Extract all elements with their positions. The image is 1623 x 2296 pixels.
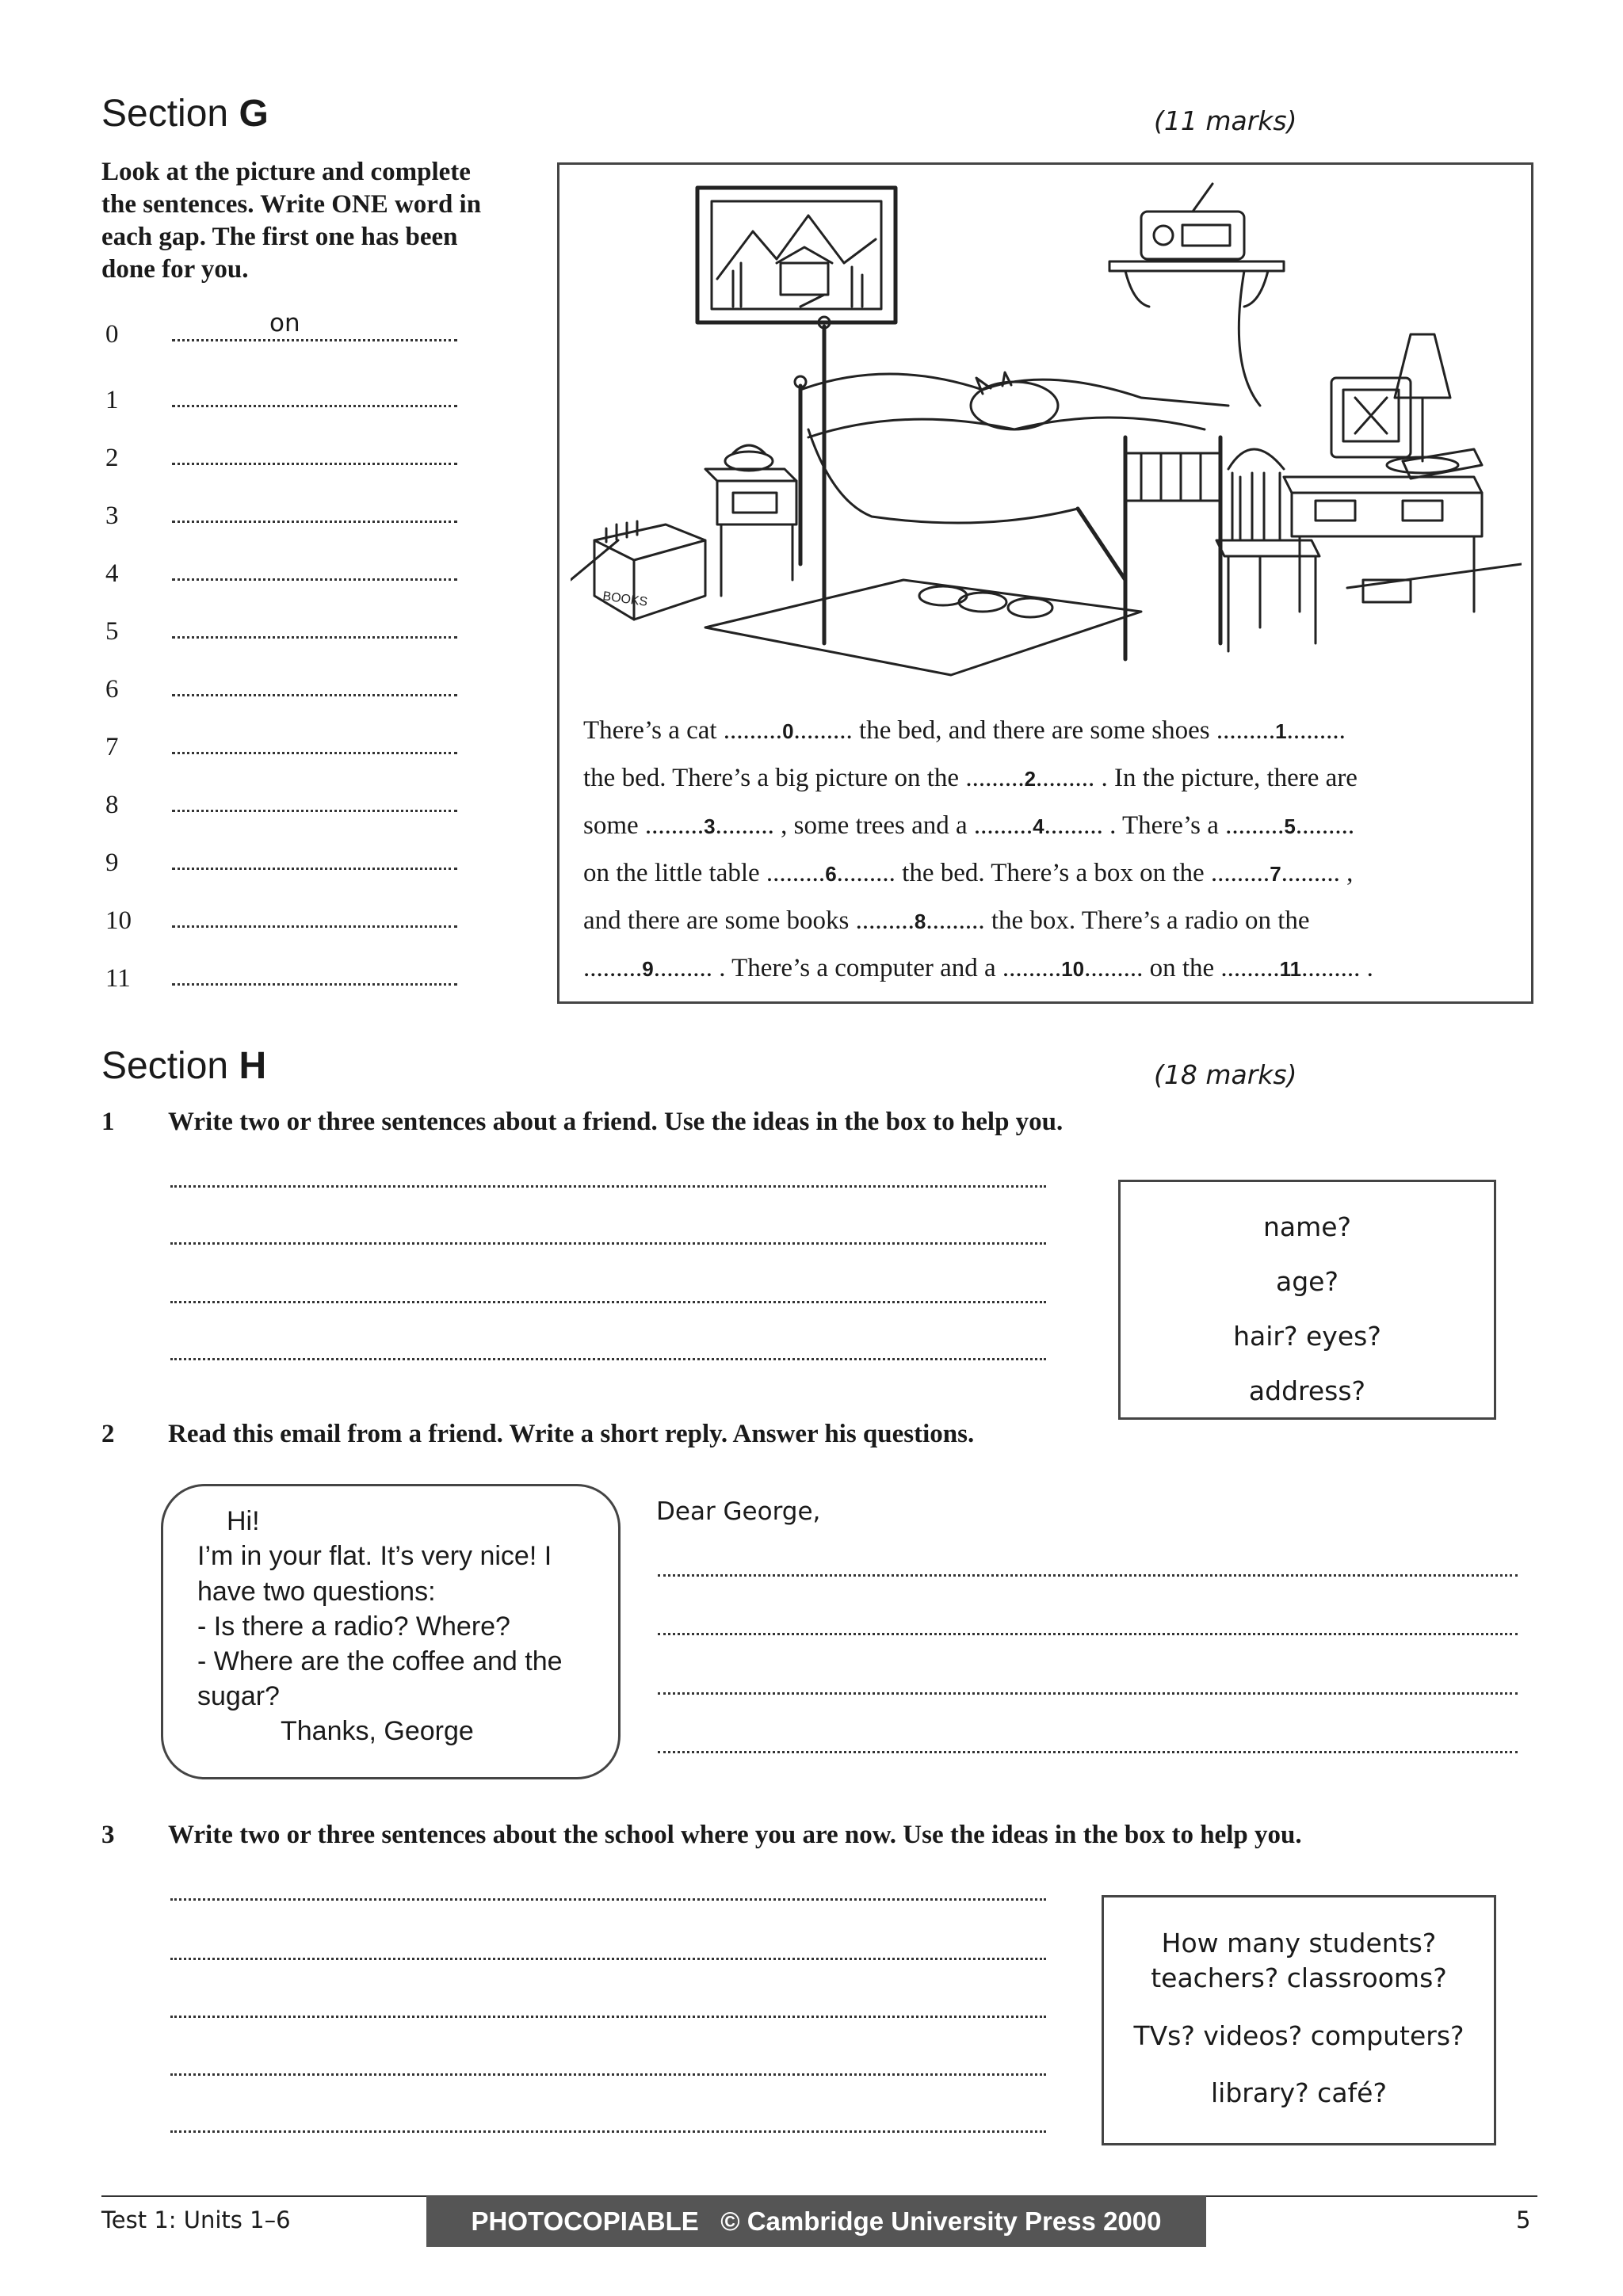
email-speech-bubble: Hi! I’m in your flat. It’s very nice! I have two questions: - Is there a radio? Where? - Where are the coffee and the sugar? Thanks, George <box>161 1484 621 1779</box>
gap-number-5[interactable]: 5 <box>1284 814 1296 838</box>
gap-number-0[interactable]: 0 <box>782 719 794 743</box>
page-number: 5 <box>1516 2206 1531 2233</box>
gap-text-line <box>583 803 1526 850</box>
gap-text-segment: some ......... <box>583 811 705 840</box>
section-h-title: Section H <box>101 1045 267 1087</box>
answer-field-1[interactable] <box>172 397 457 407</box>
gap-number-3[interactable]: 3 <box>704 814 716 838</box>
gap-text-line <box>583 945 1526 993</box>
gap-text-line <box>583 898 1526 945</box>
q2-line-1[interactable] <box>658 1573 1518 1577</box>
q2-number: 2 <box>101 1420 115 1448</box>
footer-copyright-bar: PHOTOCOPIABLE © Cambridge University Press 2000 <box>426 2196 1206 2247</box>
section-g-title: Section G <box>101 93 269 135</box>
gap-number-11[interactable]: 11 <box>1279 957 1302 981</box>
gap-number-6[interactable]: 6 <box>825 862 837 886</box>
q2-text: Read this email from a friend. Write a short reply. Answer his questions. <box>168 1420 975 1448</box>
rug <box>705 580 1141 675</box>
q3-text: Write two or three sentences about the school where you are now. Use the ideas in the box to help you. <box>168 1821 1302 1849</box>
books-box <box>594 521 705 620</box>
answer-field-6[interactable] <box>172 686 457 696</box>
answer-field-4[interactable] <box>172 570 457 581</box>
framed-picture <box>697 188 896 322</box>
q3-ideas-box: How many students? teachers? classrooms? TVs? videos? computers? library? café? <box>1102 1895 1496 2145</box>
section-g-letter: G <box>239 93 269 135</box>
section-g-instructions: Look at the picture and complete the sentences. Write ONE word in each gap. The first one has been done for you. <box>101 158 482 284</box>
answer-field-2[interactable] <box>172 455 457 465</box>
q1-line-1[interactable] <box>170 1184 1046 1188</box>
answer-field-9[interactable] <box>172 860 457 870</box>
gap-text-segment: ......... the box. There’s a radio on the <box>926 906 1310 935</box>
bedside-table <box>705 445 796 596</box>
gap-fill-paragraph <box>583 707 1526 993</box>
answer-field-0[interactable] <box>172 331 457 341</box>
answer-field-11[interactable] <box>172 975 457 986</box>
gap-number-7[interactable]: 7 <box>1270 862 1281 886</box>
answer-field-3[interactable] <box>172 513 457 523</box>
chair <box>1216 449 1319 651</box>
gap-text-segment: ......... , <box>1281 859 1354 887</box>
bedroom-illustration <box>571 168 1522 699</box>
footer-test-label: Test 1: Units 1–6 <box>101 2206 291 2233</box>
bed <box>795 317 1228 659</box>
q3-number: 3 <box>101 1821 115 1849</box>
answer-field-10[interactable] <box>172 917 457 928</box>
desk <box>1284 378 1482 612</box>
gap-text-segment: ......... the bed. There’s a box on the ......... <box>836 859 1270 887</box>
gap-text-line <box>583 755 1526 803</box>
gap-text-segment: ......... . <box>1301 954 1373 982</box>
gap-text-line <box>583 850 1526 898</box>
q1-line-2[interactable] <box>170 1241 1046 1245</box>
answer-field-5[interactable] <box>172 628 457 639</box>
section-h-letter: H <box>239 1045 267 1087</box>
section-h-marks: (18 marks) <box>1154 1059 1297 1090</box>
q1-line-4[interactable] <box>170 1356 1046 1360</box>
answer-field-8[interactable] <box>172 802 457 812</box>
gap-number-8[interactable]: 8 <box>914 910 926 933</box>
gap-text-segment: ......... . There’s a ......... <box>1044 811 1285 840</box>
gap-number-1[interactable]: 1 <box>1275 719 1287 743</box>
gap-text-line <box>583 707 1526 755</box>
gap-text-segment: on the little table ......... <box>583 859 826 887</box>
gap-text-segment: ......... <box>1295 811 1355 840</box>
gap-text-segment: ......... . There’s a computer and a ......... <box>653 954 1062 982</box>
books-label: BOOKS <box>601 589 649 609</box>
gap-text-segment: ......... <box>583 954 643 982</box>
gap-text-segment: ......... the bed, and there are some shoes ......... <box>793 716 1276 745</box>
q3-line-3[interactable] <box>170 2014 1046 2018</box>
q3-line-4[interactable] <box>170 2072 1046 2076</box>
gap-text-segment: and there are some books ......... <box>583 906 915 935</box>
q1-text: Write two or three sentences about a friend. Use the ideas in the box to help you. <box>168 1108 1064 1136</box>
q3-line-2[interactable] <box>170 1956 1046 1960</box>
gap-text-segment: ......... . In the picture, there are <box>1036 764 1358 792</box>
gap-number-9[interactable]: 9 <box>642 957 654 981</box>
radio <box>1109 184 1284 406</box>
gap-number-2[interactable]: 2 <box>1024 767 1037 791</box>
q1-number: 1 <box>101 1108 115 1136</box>
q2-line-4[interactable] <box>658 1749 1518 1753</box>
q3-line-5[interactable] <box>170 2129 1046 2133</box>
gap-number-10[interactable]: 10 <box>1061 957 1085 981</box>
example-answer: on <box>269 309 300 338</box>
gap-text-segment: ......... <box>1286 716 1346 745</box>
section-g-marks: (11 marks) <box>1154 105 1297 136</box>
gap-number-4[interactable]: 4 <box>1033 814 1044 838</box>
answer-field-7[interactable] <box>172 744 457 754</box>
gap-text-segment: the bed. There’s a big picture on the ......... <box>583 764 1025 792</box>
q2-line-3[interactable] <box>658 1691 1518 1695</box>
gap-text-segment: There’s a cat ......... <box>583 716 783 745</box>
q1-line-3[interactable] <box>170 1299 1046 1303</box>
q1-ideas-box: name? age? hair? eyes? address? <box>1118 1180 1496 1420</box>
q2-line-2[interactable] <box>658 1631 1518 1635</box>
reply-greeting: Dear George, <box>656 1497 821 1526</box>
gap-text-segment: ......... on the ......... <box>1084 954 1280 982</box>
gap-text-segment: ......... , some trees and a ......... <box>715 811 1033 840</box>
q3-line-1[interactable] <box>170 1897 1046 1901</box>
